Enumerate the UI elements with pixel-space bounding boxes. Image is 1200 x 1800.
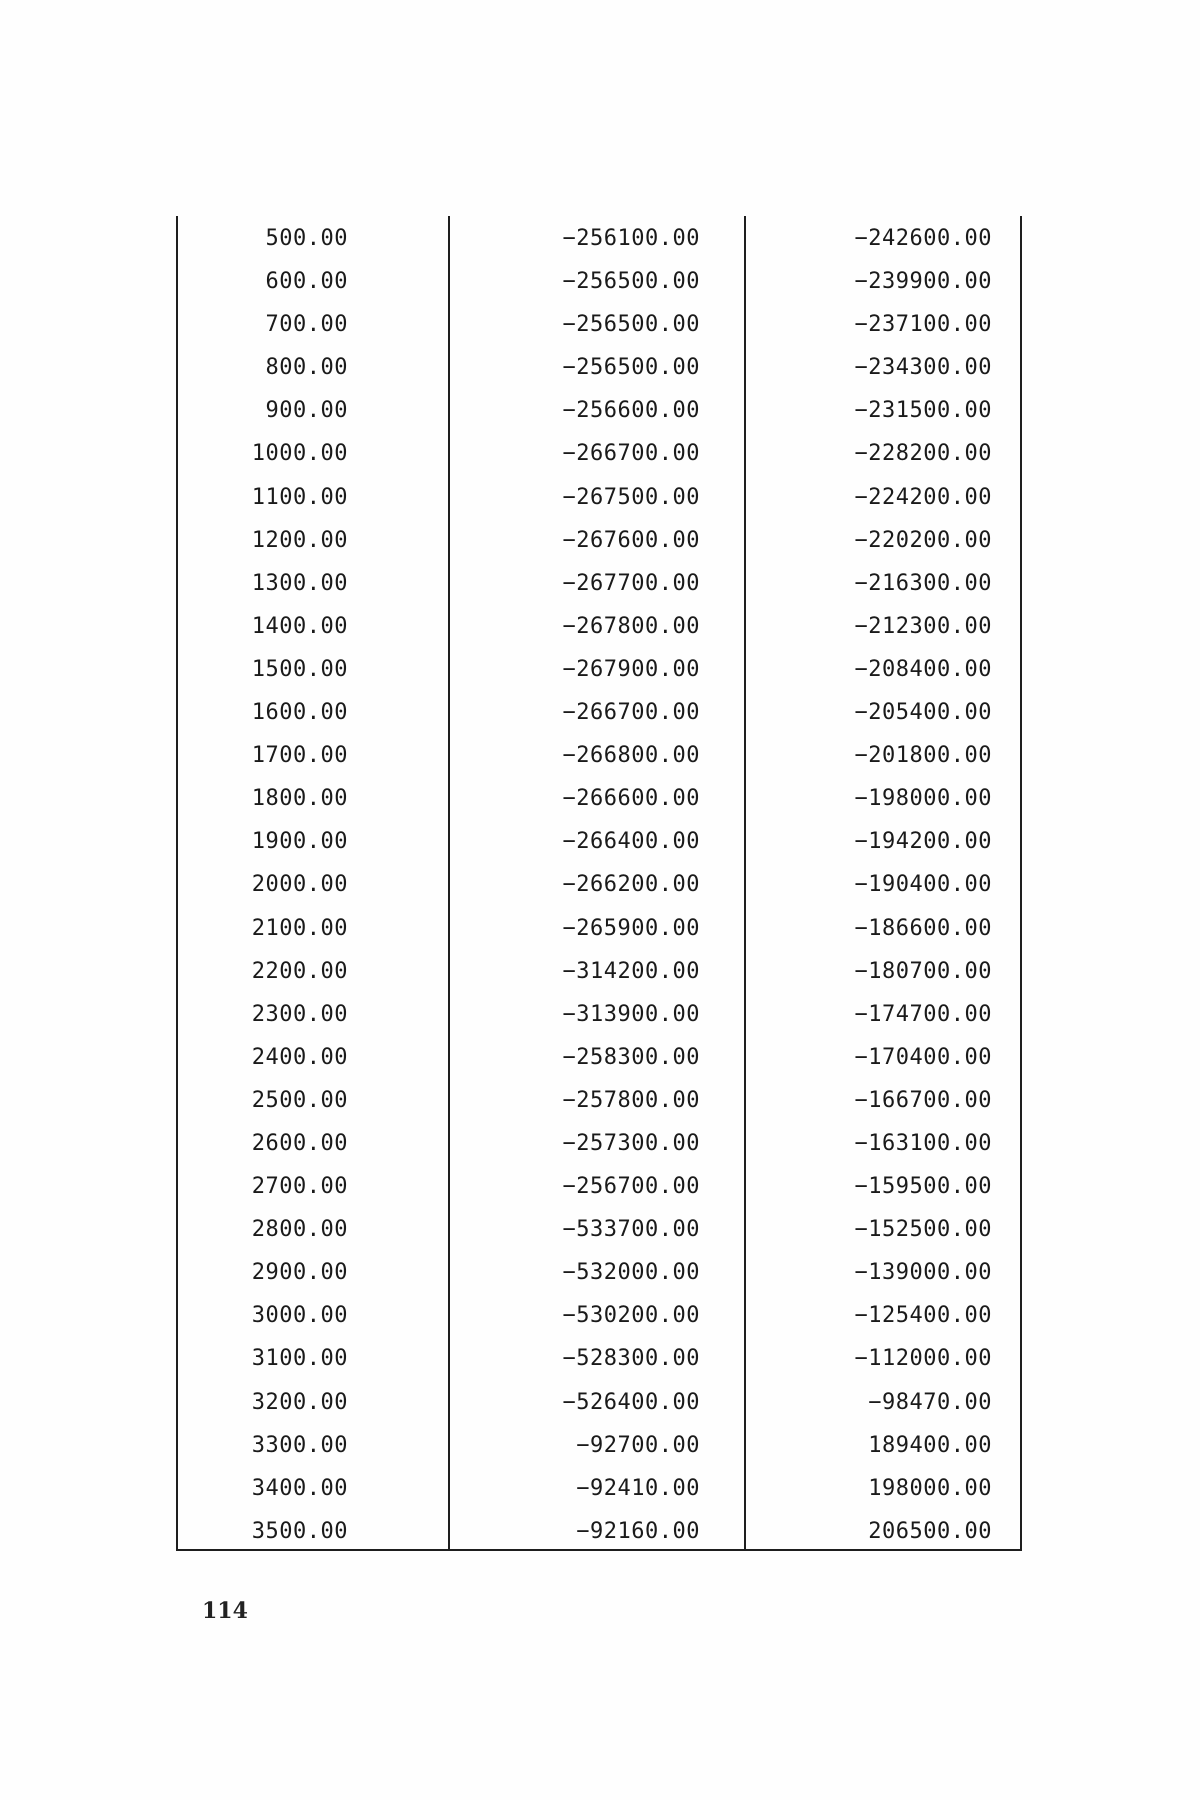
table-cell-col-2: −256700.00 xyxy=(562,1174,700,1200)
table-cell-col-2: −257800.00 xyxy=(562,1087,700,1113)
table-cell-col-1: 700.00 xyxy=(265,312,348,338)
table-cell-col-3: −208400.00 xyxy=(854,656,992,682)
table-cell-col-3: −166700.00 xyxy=(854,1087,992,1113)
table-cell-col-2: −92410.00 xyxy=(576,1475,700,1501)
table-cell-col-2: −92700.00 xyxy=(576,1432,700,1458)
table-cell-col-1: 1000.00 xyxy=(251,441,348,467)
table-cell-col-2: −258300.00 xyxy=(562,1044,700,1070)
data-table xyxy=(176,216,1022,1551)
table-cell-col-3: −194200.00 xyxy=(854,829,992,855)
table-cell-col-1: 2800.00 xyxy=(251,1217,348,1243)
table-row xyxy=(176,302,1022,345)
table-row xyxy=(176,1293,1022,1336)
table-cell-col-3: −220200.00 xyxy=(854,527,992,553)
table-row xyxy=(176,992,1022,1035)
table-row xyxy=(176,862,1022,905)
table-cell-col-3: −216300.00 xyxy=(854,570,992,596)
table-cell-col-2: −266800.00 xyxy=(562,743,700,769)
table-row xyxy=(176,475,1022,518)
table-cell-col-2: −530200.00 xyxy=(562,1303,700,1329)
table-cell-col-1: 900.00 xyxy=(265,398,348,424)
table-cell-col-3: −159500.00 xyxy=(854,1174,992,1200)
table-cell-col-1: 2200.00 xyxy=(251,958,348,984)
table-cell-col-1: 3500.00 xyxy=(251,1518,348,1544)
table-cell-col-1: 800.00 xyxy=(265,355,348,381)
table-cell-col-3: −198000.00 xyxy=(854,786,992,812)
table-cell-col-1: 3300.00 xyxy=(251,1432,348,1458)
table-cell-col-3: −237100.00 xyxy=(854,312,992,338)
table-cell-col-1: 500.00 xyxy=(265,226,348,251)
table-cell-col-2: −266700.00 xyxy=(562,700,700,726)
table-cell-col-1: 3100.00 xyxy=(251,1346,348,1372)
table-cell-col-1: 1200.00 xyxy=(251,527,348,553)
table-cell-col-1: 3200.00 xyxy=(251,1389,348,1415)
table-cell-col-3: −186600.00 xyxy=(854,915,992,941)
table-row xyxy=(176,1078,1022,1121)
table-body xyxy=(176,216,1022,1552)
table-cell-col-3: −212300.00 xyxy=(854,613,992,639)
table-cell-col-1: 1400.00 xyxy=(251,613,348,639)
table-cell-col-2: −266200.00 xyxy=(562,872,700,898)
table-cell-col-3: −224200.00 xyxy=(854,484,992,510)
table-cell-col-1: 1500.00 xyxy=(251,656,348,682)
table-row xyxy=(176,906,1022,949)
table-cell-col-2: −266600.00 xyxy=(562,786,700,812)
table-cell-col-2: −257300.00 xyxy=(562,1130,700,1156)
table-cell-col-1: 1900.00 xyxy=(251,829,348,855)
table-cell-col-1: 1800.00 xyxy=(251,786,348,812)
table-cell-col-3: −242600.00 xyxy=(854,226,992,251)
table-cell-col-3: −98470.00 xyxy=(868,1389,992,1415)
table-cell-col-3: −125400.00 xyxy=(854,1303,992,1329)
table-cell-col-1: 2300.00 xyxy=(251,1001,348,1027)
table-cell-col-3: 206500.00 xyxy=(868,1518,992,1544)
table-cell-col-3: 189400.00 xyxy=(868,1432,992,1458)
table-cell-col-2: −92160.00 xyxy=(576,1518,700,1544)
table-cell-col-3: −239900.00 xyxy=(854,269,992,295)
table-cell-col-2: −256500.00 xyxy=(562,355,700,381)
table-row xyxy=(176,647,1022,690)
table-cell-col-3: −190400.00 xyxy=(854,872,992,898)
table-row xyxy=(176,1380,1022,1423)
table-cell-col-2: −533700.00 xyxy=(562,1217,700,1243)
table-cell-col-2: −532000.00 xyxy=(562,1260,700,1286)
table-cell-col-2: −256100.00 xyxy=(562,226,700,251)
table-cell-col-1: 3400.00 xyxy=(251,1475,348,1501)
table-row xyxy=(176,388,1022,431)
table-cell-col-2: −266700.00 xyxy=(562,441,700,467)
table-cell-col-3: −201800.00 xyxy=(854,743,992,769)
table-cell-col-3: −228200.00 xyxy=(854,441,992,467)
table-row xyxy=(176,1121,1022,1164)
table-cell-col-1: 2700.00 xyxy=(251,1174,348,1200)
table-cell-col-3: −112000.00 xyxy=(854,1346,992,1372)
table-row xyxy=(176,1336,1022,1379)
table-cell-col-3: −231500.00 xyxy=(854,398,992,424)
table-cell-col-2: −528300.00 xyxy=(562,1346,700,1372)
table-cell-col-3: −170400.00 xyxy=(854,1044,992,1070)
table-cell-col-1: 2400.00 xyxy=(251,1044,348,1070)
table-cell-col-3: −205400.00 xyxy=(854,700,992,726)
table-row xyxy=(176,604,1022,647)
table-cell-col-1: 2600.00 xyxy=(251,1130,348,1156)
table-row xyxy=(176,1207,1022,1250)
page-number: 114 xyxy=(202,1598,248,1624)
table-cell-col-2: −313900.00 xyxy=(562,1001,700,1027)
table-row xyxy=(176,733,1022,776)
table-row xyxy=(176,518,1022,561)
table-cell-col-1: 1700.00 xyxy=(251,743,348,769)
table-row xyxy=(176,1035,1022,1078)
table-row xyxy=(176,216,1022,259)
table-cell-col-1: 3000.00 xyxy=(251,1303,348,1329)
table-cell-col-1: 2100.00 xyxy=(251,915,348,941)
table-cell-col-1: 1600.00 xyxy=(251,700,348,726)
table-cell-col-1: 600.00 xyxy=(265,269,348,295)
table-row xyxy=(176,1509,1022,1552)
table-cell-col-3: −174700.00 xyxy=(854,1001,992,1027)
table-cell-col-2: −267700.00 xyxy=(562,570,700,596)
table-cell-col-2: −256500.00 xyxy=(562,269,700,295)
table-cell-col-2: −265900.00 xyxy=(562,915,700,941)
table-row xyxy=(176,776,1022,819)
table-row xyxy=(176,345,1022,388)
table-cell-col-2: −526400.00 xyxy=(562,1389,700,1415)
table-cell-col-1: 1100.00 xyxy=(251,484,348,510)
table-cell-col-2: −314200.00 xyxy=(562,958,700,984)
table-cell-col-2: −256500.00 xyxy=(562,312,700,338)
table-row xyxy=(176,561,1022,604)
table-cell-col-3: −234300.00 xyxy=(854,355,992,381)
table-cell-col-2: −266400.00 xyxy=(562,829,700,855)
table-cell-col-2: −267800.00 xyxy=(562,613,700,639)
table-cell-col-2: −267600.00 xyxy=(562,527,700,553)
table-row xyxy=(176,819,1022,862)
table-cell-col-1: 2000.00 xyxy=(251,872,348,898)
table-row xyxy=(176,259,1022,302)
table-cell-col-3: −152500.00 xyxy=(854,1217,992,1243)
table-row xyxy=(176,1466,1022,1509)
table-cell-col-3: −139000.00 xyxy=(854,1260,992,1286)
table-cell-col-3: −180700.00 xyxy=(854,958,992,984)
table-cell-col-2: −256600.00 xyxy=(562,398,700,424)
table-cell-col-1: 2900.00 xyxy=(251,1260,348,1286)
table-cell-col-3: 198000.00 xyxy=(868,1475,992,1501)
table-row xyxy=(176,1164,1022,1207)
table-cell-col-2: −267900.00 xyxy=(562,656,700,682)
table-row xyxy=(176,690,1022,733)
table-cell-col-1: 1300.00 xyxy=(251,570,348,596)
table-row xyxy=(176,1423,1022,1466)
table-cell-col-3: −163100.00 xyxy=(854,1130,992,1156)
table-cell-col-2: −267500.00 xyxy=(562,484,700,510)
table-row xyxy=(176,949,1022,992)
table-row xyxy=(176,1250,1022,1293)
table-cell-col-1: 2500.00 xyxy=(251,1087,348,1113)
table-row xyxy=(176,431,1022,474)
